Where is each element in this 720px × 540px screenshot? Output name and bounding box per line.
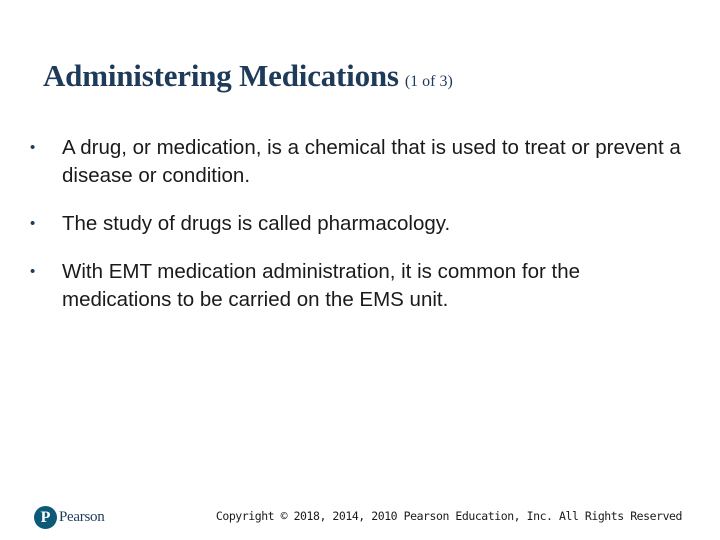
bullet-dot-icon: • xyxy=(30,263,36,280)
slide-title-text: Administering Medications xyxy=(43,58,399,93)
slide-title xyxy=(43,58,453,94)
pearson-logo-icon: P xyxy=(34,506,57,529)
bullet-dot-icon: • xyxy=(30,215,36,232)
bullet-item xyxy=(30,258,690,314)
bullet-dot-icon: • xyxy=(30,139,36,156)
pearson-logo xyxy=(34,505,104,529)
bullet-text: A drug, or medication, is a chemical that is used to treat or prevent a disease or condition. xyxy=(62,136,681,187)
bullet-item xyxy=(30,210,690,238)
pearson-logo-text: Pearson xyxy=(59,508,105,525)
copyright-notice: Copyright © 2018, 2014, 2010 Pearson Education, Inc. All Rights Reserved xyxy=(215,509,682,523)
bullet-text: The study of drugs is called pharmacology. xyxy=(62,212,451,235)
bullet-text: With EMT medication administration, it is common for the medications to be carried on the EMS unit. xyxy=(62,260,580,311)
slide-title-suffix: (1 of 3) xyxy=(404,73,453,90)
bullet-item xyxy=(30,134,690,190)
bullet-list xyxy=(30,134,690,334)
